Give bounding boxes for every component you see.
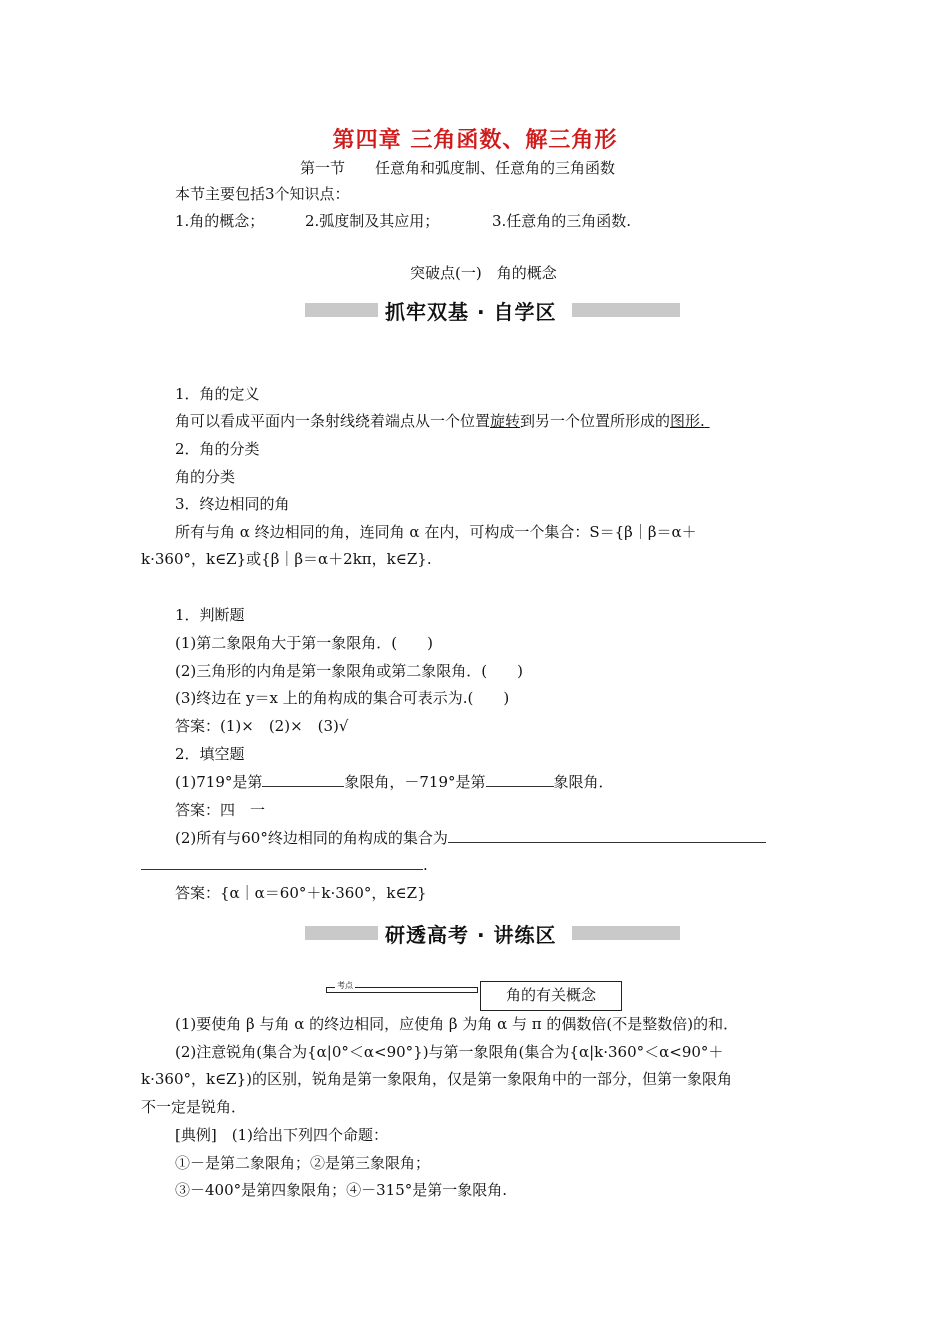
judge-heading: 1．判断题 — [175, 606, 245, 624]
fill-item-2 — [175, 828, 766, 848]
chapter-title: 第四章 三角函数、解三角形 — [332, 128, 618, 153]
example-line-1: ①－是第二象限角；②是第三象限角； — [175, 1154, 431, 1172]
fill-item-1-part: 象限角． — [553, 773, 614, 791]
fill-answer-2: 答案：{α｜α＝60°＋k·360°，k∈Z} — [175, 884, 427, 902]
note-2-line-1: (2)注意锐角(集合为{α|0°＜α<90°})与第一象限角(集合为{α|k·360°＜α<90°＋ — [175, 1043, 724, 1061]
banner-exam-practice — [305, 922, 680, 947]
fill-item-1-part: 象限角，－719°是第 — [344, 773, 486, 791]
banner-bar-right — [572, 926, 680, 940]
judge-item-3: (3)终边在 y＝x 上的角构成的集合可表示为.( ) — [175, 689, 510, 707]
judge-item-2: (2)三角形的内角是第一象限角或第二象限角．( ) — [175, 662, 523, 680]
definition-text-part: 角可以看成平面内一条射线绕着端点从一个位置 — [175, 412, 491, 430]
fill-blank — [262, 772, 344, 787]
definition-text — [175, 411, 710, 431]
note-2-line-3: 不一定是锐角． — [141, 1098, 247, 1116]
note-1: (1)要使角 β 与角 α 的终边相同，应使角 β 为角 α 与 π 的偶数倍(不是整数倍)的和． — [175, 1015, 739, 1033]
banner-bar-right — [572, 303, 680, 317]
banner-bar-left — [305, 303, 378, 317]
example-line-2: ③－400°是第四象限角；④－315°是第一象限角. — [175, 1181, 508, 1199]
coterminal-line-1: 所有与角 α 终边相同的角，连同角 α 在内，可构成一个集合：S＝{β｜β＝α＋ — [175, 523, 697, 541]
fill-answer-1: 答案：四 一 — [175, 801, 266, 819]
fill-blank — [448, 828, 766, 843]
kaodian-title: 角的有关概念 — [480, 981, 622, 1011]
banner-bar-left — [305, 926, 378, 940]
fill-item-2-part: (2)所有与60°终边相同的角构成的集合为 — [175, 829, 448, 847]
coterminal-line-2: k·360°，k∈Z}或{β｜β＝α＋2kπ，k∈Z}. — [141, 550, 432, 568]
fill-heading: 2．填空题 — [175, 745, 245, 763]
fill-item-2-cont — [141, 855, 428, 875]
fill-blank — [141, 855, 423, 870]
kaodian-box — [326, 981, 622, 1011]
classification-text: 角的分类 — [175, 468, 236, 486]
classification-heading: 2．角的分类 — [175, 440, 260, 458]
intro-text: 本节主要包括3个知识点： — [175, 185, 350, 203]
fill-item-1-part: (1)719°是第 — [175, 773, 263, 791]
breakthrough-heading: 突破点(一) 角的概念 — [410, 264, 557, 282]
judge-item-1: (1)第二象限角大于第一象限角．( ) — [175, 634, 433, 652]
knowledge-point-2: 2.弧度制及其应用； — [305, 212, 440, 230]
banner-self-study — [305, 299, 680, 324]
fill-item-2-end: . — [423, 856, 428, 874]
knowledge-point-1: 1.角的概念； — [175, 212, 265, 230]
coterminal-heading: 3．终边相同的角 — [175, 495, 290, 513]
definition-text-part: 到另一个位置所形成的 — [520, 412, 671, 430]
definition-underlined-rotation: 旋转 — [490, 412, 521, 430]
banner-self-study-text: 抓牢双基 · 自学区 — [385, 300, 557, 324]
definition-underlined-figure: 图形. — [670, 412, 705, 430]
definition-heading: 1．角的定义 — [175, 385, 260, 403]
section-title: 第一节 任意角和弧度制、任意角的三角函数 — [300, 159, 616, 177]
note-2-line-2: k·360°，k∈Z})的区别，锐角是第一象限角，仅是第一象限角中的一部分，但第一象限角 — [141, 1070, 733, 1088]
kaodian-tag: 考点 — [337, 981, 353, 990]
banner-exam-practice-text: 研透高考 · 讲练区 — [385, 923, 557, 947]
fill-blank — [486, 772, 554, 787]
example-heading: [典例] (1)给出下列四个命题： — [175, 1126, 388, 1144]
fill-item-1 — [175, 772, 614, 792]
judge-answer: 答案：(1)× (2)× (3)√ — [175, 717, 349, 735]
knowledge-point-3: 3.任意角的三角函数. — [492, 212, 632, 230]
